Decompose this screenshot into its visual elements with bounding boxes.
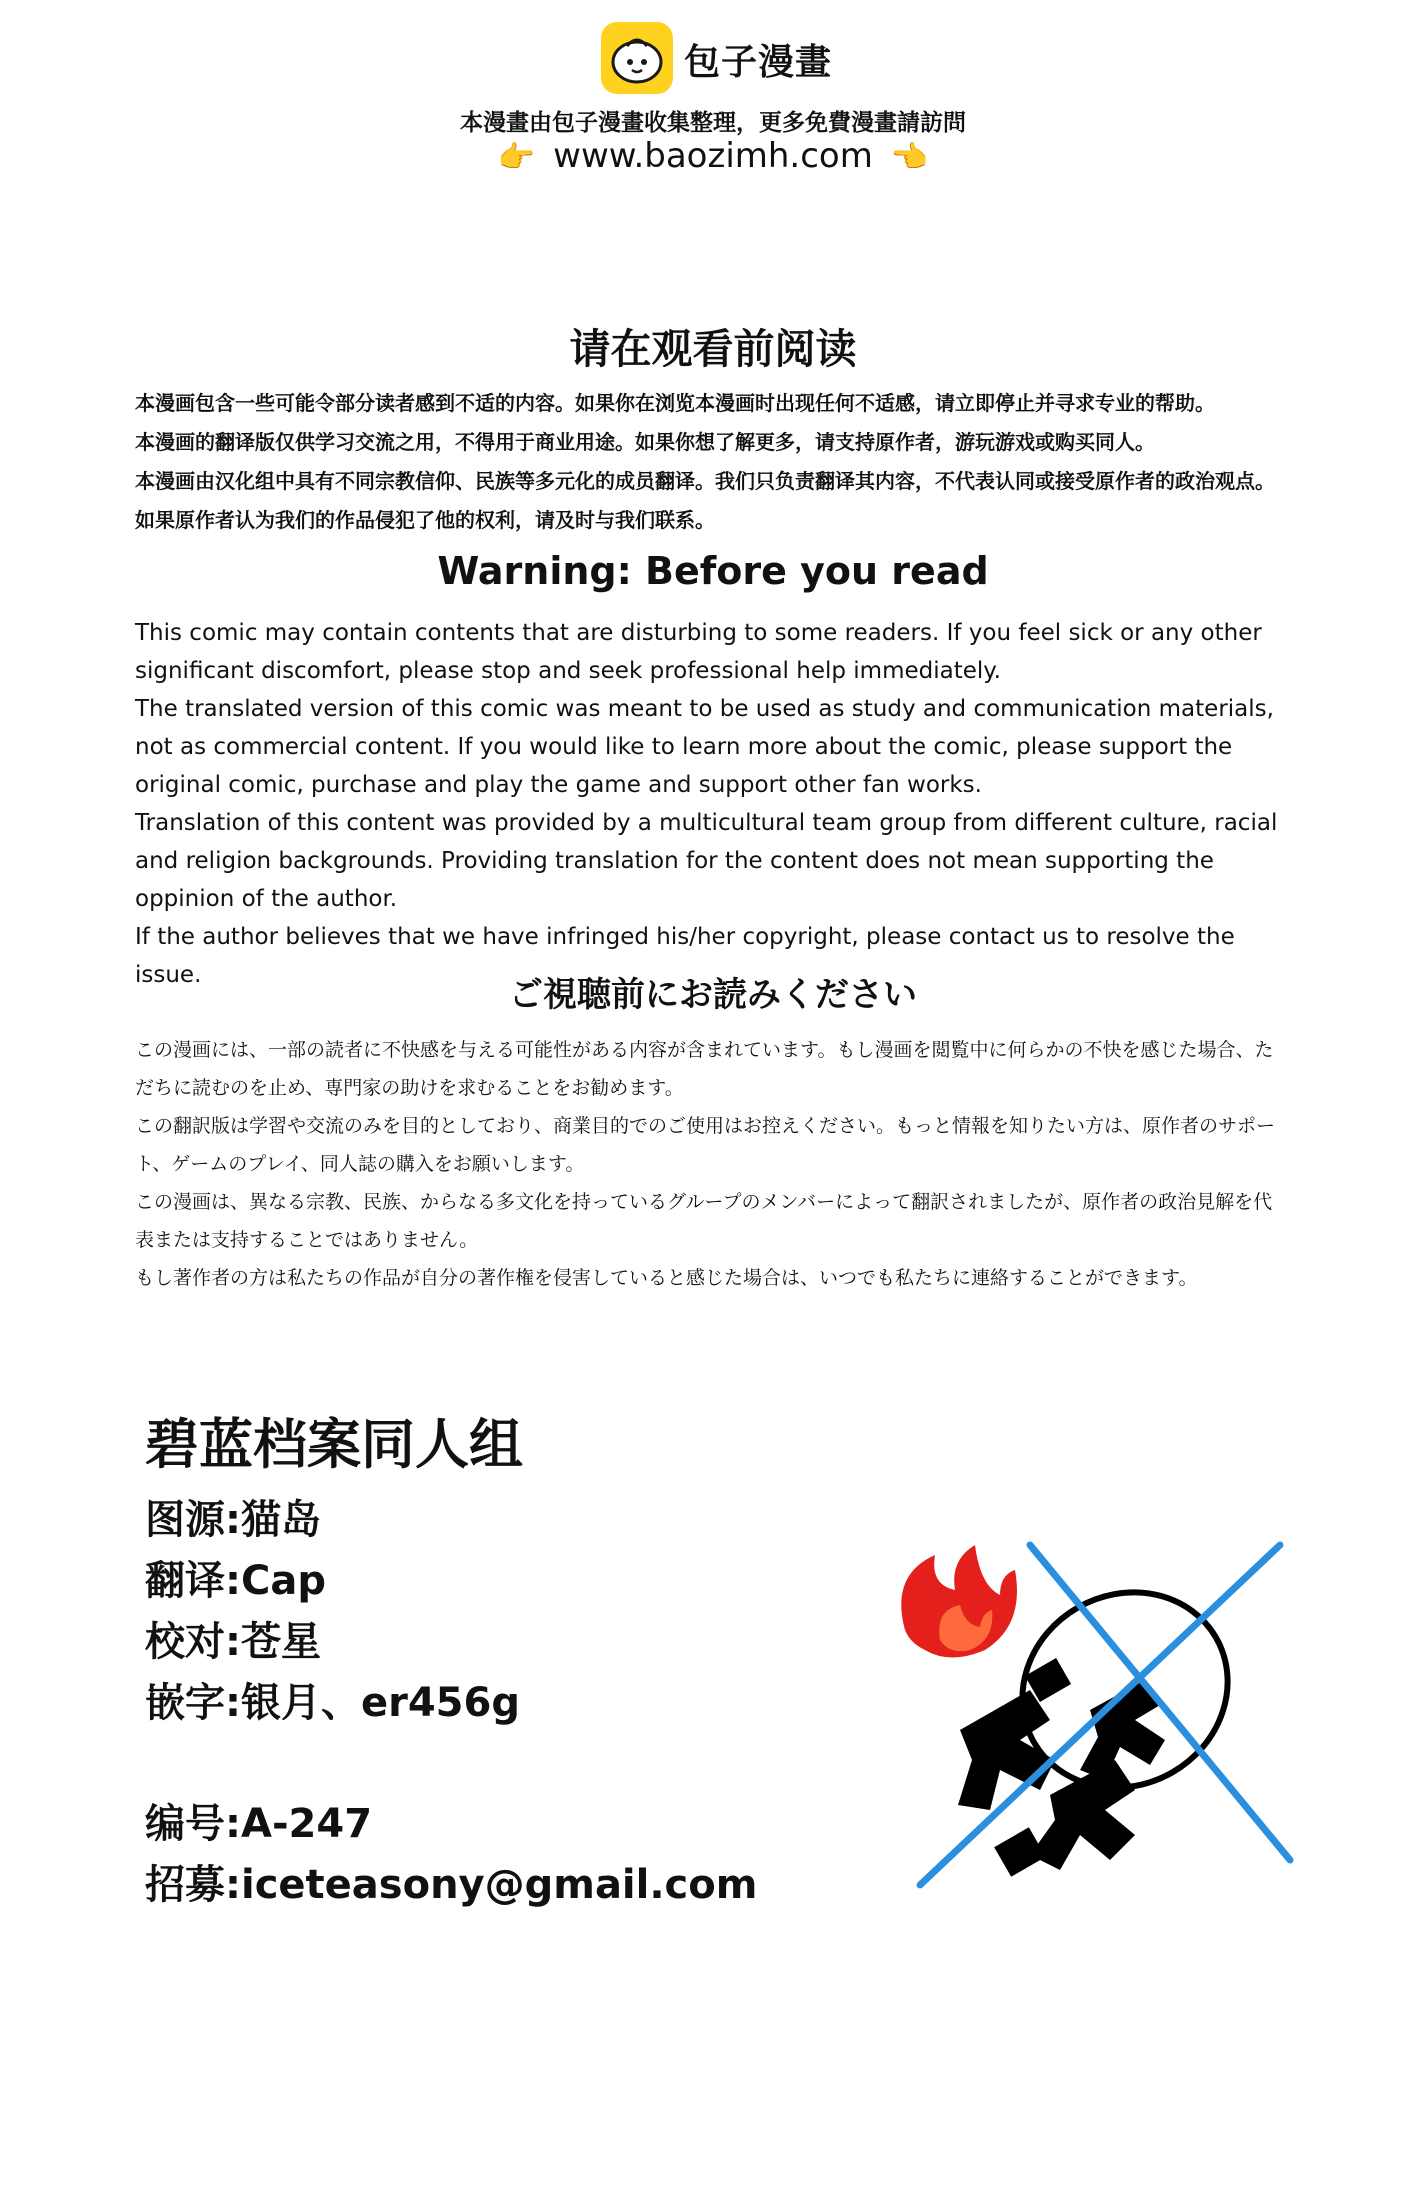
ja-notice — [135, 1031, 1287, 1297]
crossed-wrench-flame-emblem-icon — [880, 1515, 1300, 1905]
site-row — [0, 136, 1426, 176]
credit-translation: 翻译:Cap — [145, 1558, 326, 1604]
ja-line: もし著作者の方は私たちの作品が自分の著作権を侵害していると感じた場合は、いつでも私たちに連絡することができます。 — [135, 1267, 1198, 1289]
en-line: This comic may contain contents that are disturbing to some readers. If you feel sick or any other significant discomfort, please stop and seek professional help immediately. — [135, 620, 1262, 684]
header-note: 本漫畫由包子漫畫收集整理，更多免費漫畫請訪問 — [460, 110, 966, 136]
zh-notice — [135, 384, 1287, 540]
ja-heading: ご視聴前にお読みください — [509, 975, 917, 1015]
ja-line: この漫画には、一部の読者に不快感を与える可能性がある内容が含まれています。もし漫画を閲覧中に何らかの不快を感じた場合、ただちに読むのを止め、専門家の助けを求むることをお勧めます。 — [135, 1039, 1274, 1099]
credits-block — [145, 1410, 757, 1916]
ja-line: この翻訳版は学習や交流のみを目的としており、商業目的でのご使用はお控えください。もっと情報を知りたい方は、原作者のサポート、ゲームのプレイ、同人誌の購入をお願いします。 — [135, 1115, 1276, 1175]
baozi-logo — [601, 22, 673, 94]
zh-heading: 请在观看前阅读 — [569, 325, 857, 373]
en-line: The translated version of this comic was meant to be used as study and communication materials, not as commercial content. If you would like to learn more about the comic, please support the original comic, purchase and play the game and support other fan works. — [135, 696, 1274, 798]
credit-recruit[interactable]: 招募:iceteasony@gmail.com — [145, 1862, 758, 1908]
pointing-right-hand-icon: 👉 — [497, 140, 536, 175]
zh-line: 本漫画的翻译版仅供学习交流之用，不得用于商业用途。如果你想了解更多，请支持原作者，游玩游戏或购买同人。 — [135, 430, 1155, 454]
credit-source: 图源:猫岛 — [145, 1497, 321, 1543]
baozi-bun-logo-icon — [601, 22, 673, 94]
zh-line: 本漫画包含一些可能令部分读者感到不适的内容。如果你在浏览本漫画时出现任何不适感，请立即停止并寻求专业的帮助。 — [135, 391, 1215, 415]
credit-proofread: 校对:苍星 — [145, 1619, 321, 1665]
team-name: 碧蓝档案同人组 — [145, 1413, 523, 1476]
pointing-left-hand-icon: 👈 — [890, 140, 929, 175]
en-heading: Warning: Before you read — [437, 549, 989, 593]
brand-name: 包子漫畫 — [684, 42, 833, 83]
credit-typeset: 嵌字:银月、er456g — [145, 1680, 520, 1726]
ja-line: この漫画は、異なる宗教、民族、からなる多文化を持っているグループのメンバーによって翻訳されましたが、原作者の政治見解を代表または支持することではありません。 — [135, 1191, 1273, 1251]
credit-number: 编号:A-247 — [145, 1801, 373, 1847]
zh-line: 本漫画由汉化组中具有不同宗教信仰、民族等多元化的成员翻译。我们只负责翻译其内容，不代表认同或接受原作者的政治观点。 — [135, 469, 1275, 493]
en-line: Translation of this content was provided by a multicultural team group from different culture, racial and religion backgrounds. Providing translation for the content does not mean supporting the oppinion of the author. — [135, 810, 1278, 912]
site-link[interactable]: www.baozimh.com — [553, 136, 873, 176]
en-notice — [135, 614, 1287, 994]
en-line: If the author believes that we have infringed his/her copyright, please contact us to resolve the issue. — [135, 924, 1235, 988]
zh-line: 如果原作者认为我们的作品侵犯了他的权利，请及时与我们联系。 — [135, 508, 715, 532]
